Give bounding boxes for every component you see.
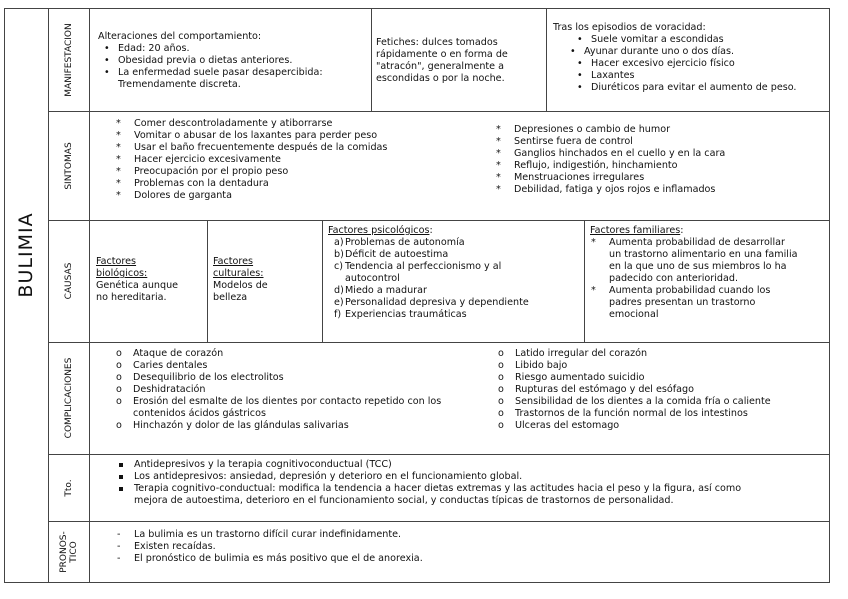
list-item: * Dolores de garganta (116, 190, 232, 201)
list-item-continuation: Tremendamente discreta. (118, 79, 241, 90)
list-item: a) Problemas de autonomía (334, 237, 465, 248)
list-item: • Obesidad previa o dietas anteriores. (104, 55, 293, 66)
causas-biologicos: Factores biológicos: Genética aunque no hereditaria. (96, 256, 206, 304)
psicologicos-heading: Factores psicológicos (328, 225, 430, 236)
voracidad-heading: Tras los episodios de voracidad: (553, 22, 706, 33)
causas-psicologicos: Factores psicológicos: a) Problemas de autonomía b) Déficit de autoestima c) Tendencia al perfeccionismo y al autocontrol d) Miedo a madurar e) Personalidad depresiva y dependiente f) Experiencias traumáticas (328, 225, 584, 321)
row-label-pronostico (59, 531, 79, 573)
list-item: o Ataque de corazón (116, 348, 224, 359)
list-item: * Depresiones o cambio de humor (496, 124, 671, 135)
square-bullet-icon (119, 463, 123, 467)
row-label-tto: Tto. (64, 479, 74, 497)
list-item: * Comer descontroladamente y atiborrarse (116, 118, 333, 129)
manifestacion-col3 (553, 22, 828, 94)
list-item: - La bulimia es un trastorno difícil curar indefinidamente. (117, 529, 402, 540)
row-label-complicaciones: COMPLICACIONES (64, 357, 74, 439)
sintomas-right (494, 124, 824, 196)
list-item: o Caries dentales (116, 360, 208, 371)
list-item: Terapia cognitivo-conductual: modifica la tendencia a hacer dietas extremas y las actitudes hacia el peso y la figura, así como mejora de autoestima, deterioro en el funcionamiento social, y conductas típicas de trastornos de personalidad. (112, 483, 828, 507)
row-label-pronostico-line1: PRONOS- (59, 531, 69, 573)
square-bullet-icon (119, 475, 123, 479)
culturales-heading: Factores (213, 256, 254, 267)
list-item: Antidepresivos y la terapia cognitivoconductual (TCC) (112, 459, 828, 471)
sintomas-left (114, 118, 494, 202)
list-item: * Menstruaciones irregulares (496, 172, 645, 183)
row-label-sintomas: SINTOMAS (64, 142, 74, 190)
familiares-heading: Factores familiares (590, 225, 681, 236)
biologicos-heading: Factores (96, 256, 137, 267)
causas-familiares: Factores familiares: * Aumenta probabilidad de desarrollar un trastorno alimentario en una familia en la que uno de sus miembros lo ha padecido con anterioridad. * Aumenta probabilidad cuando los padres presentan un trastorno emocional (590, 225, 828, 321)
tto-list (112, 459, 828, 507)
list-item: • Edad: 20 años. (104, 43, 190, 54)
list-item: o Erosión del esmalte de los dientes por contacto repetido con los contenidos ácidos gástricos (116, 396, 442, 419)
list-item: • Diuréticos para evitar el aumento de peso. (577, 82, 797, 93)
list-item: • Hacer excesivo ejercicio físico (577, 58, 735, 69)
list-item: * Debilidad, fatiga y ojos rojos e inflamados (496, 184, 716, 195)
list-item: - Existen recaídas. (117, 541, 216, 552)
row-label-pronostico-line2: TICO (69, 541, 79, 563)
manifestacion-col1 (98, 31, 368, 91)
manifestacion-list (98, 43, 368, 91)
list-item: * Aumenta probabilidad de desarrollar un trastorno alimentario en una familia en la que uno de sus miembros lo ha padecido con anterioridad. (591, 237, 798, 284)
manifestacion-heading: Alteraciones del comportamiento: (98, 31, 262, 42)
list-item: * Vomitar o abusar de los laxantes para perder peso (116, 130, 378, 141)
culturales-heading-2: culturales: (213, 268, 264, 279)
list-item: * Problemas con la dentadura (116, 178, 269, 189)
voracidad-list (553, 34, 828, 94)
list-item: o Libido bajo (498, 360, 568, 371)
square-bullet-icon (119, 487, 123, 491)
list-item: o Rupturas del estómago y del esófago (498, 384, 695, 395)
list-item: * Usar el baño frecuentemente después de la comidas (116, 142, 388, 153)
list-item: * Hacer ejercicio excesivamente (116, 154, 281, 165)
list-item: * Aumenta probabilidad cuando los padres presentan un trastorno emocional (591, 285, 771, 320)
manifestacion-col2: Fetiches: dulces tomados rápidamente o en forma de "atracón", generalmente a escondidas o por la noche. (376, 37, 508, 84)
list-item: c) Tendencia al perfeccionismo y al autocontrol (334, 261, 502, 284)
complicaciones-left (113, 348, 498, 432)
complicaciones-right (495, 348, 828, 432)
list-item: o Trastornos de la función normal de los intestinos (498, 408, 748, 419)
list-item: o Sensibilidad de los dientes a la comida fría o caliente (498, 396, 771, 407)
list-item: o Riesgo aumentado suicidio (498, 372, 645, 383)
pronostico-list (112, 529, 828, 565)
list-item: e) Personalidad depresiva y dependiente (334, 297, 529, 308)
list-item: b) Déficit de autoestima (334, 249, 449, 260)
list-item: • Suele vomitar a escondidas (577, 34, 724, 45)
list-item: • Laxantes (577, 70, 635, 81)
list-item: o Desequilibrio de los electrolitos (116, 372, 284, 383)
list-item: * Reflujo, indigestión, hinchamiento (496, 160, 678, 171)
list-item: Los antidepresivos: ansiedad, depresión y deterioro en el funcionamiento global. (112, 471, 828, 483)
list-item: o Hinchazón y dolor de las glándulas salivarias (116, 420, 349, 431)
list-item: o Latido irregular del corazón (498, 348, 648, 359)
list-item: • Ayunar durante uno o dos días. (570, 46, 735, 57)
list-item: • La enfermedad suele pasar desapercibida: (104, 67, 323, 78)
list-item: * Ganglios hinchados en el cuello y en la cara (496, 148, 726, 159)
list-item: - El pronóstico de bulimia es más positivo que el de anorexia. (117, 553, 423, 564)
list-item: o Deshidratación (116, 384, 206, 395)
causas-culturales: Factores culturales: Modelos de belleza (213, 256, 319, 304)
row-label-causas: CAUSAS (64, 262, 74, 300)
list-item: o Ulceras del estomago (498, 420, 620, 431)
main-title: BULIMIA (15, 212, 37, 298)
list-item: * Sentirse fuera de control (496, 136, 633, 147)
list-item: f) Experiencias traumáticas (334, 309, 467, 320)
biologicos-heading-2: biológicos: (96, 268, 148, 279)
row-label-manifestacion: MANIFESTACION (64, 23, 74, 97)
list-item: * Preocupación por el propio peso (116, 166, 289, 177)
list-item: d) Miedo a madurar (334, 285, 427, 296)
